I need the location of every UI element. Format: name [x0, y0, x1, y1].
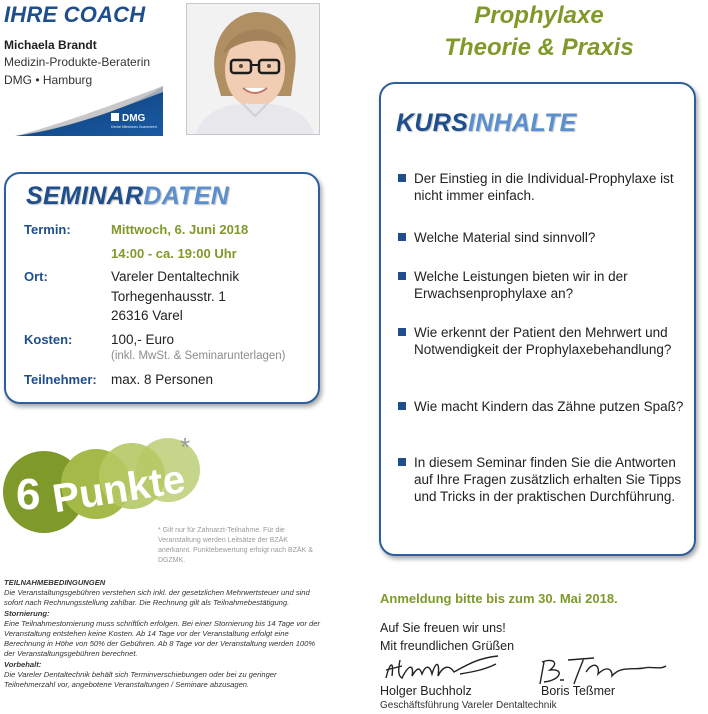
list-item: Welche Leistungen bieten wir in der Erwachsenprophylaxe an? [398, 268, 688, 302]
conditions-heading: TEILNAHMEBEDINGUNGEN [4, 578, 106, 587]
course-contents-heading: KURSINHALTE [396, 109, 577, 137]
ort-label: Ort: [24, 269, 48, 284]
management-caption: Geschäftsführung Vareler Dentaltechnik [380, 700, 557, 711]
course-title-line1: Prophylaxe [474, 2, 604, 29]
cme-points-badge [0, 438, 210, 534]
square-bullet-icon [398, 402, 406, 410]
coach-heading: IHRE COACH [4, 2, 146, 27]
ort-line3: 26316 Varel [111, 308, 183, 323]
signer-name-1: Holger Buchholz [380, 684, 472, 698]
course-title [380, 0, 698, 64]
list-item: Der Einstieg in die Individual-Prophylaxe ist nicht immer einfach. [398, 170, 688, 204]
coach-role: Medizin-Produkte-Beraterin [4, 55, 151, 69]
reservation-heading: Vorbehalt: [4, 659, 42, 669]
coach-name: Michaela Brandt [4, 38, 97, 52]
points-number: 6 [16, 470, 41, 519]
termin-label: Termin: [24, 222, 71, 237]
list-item: Welche Material sind sinnvoll? [398, 229, 688, 246]
square-bullet-icon [398, 458, 406, 466]
coach-organization: DMG • Hamburg [4, 73, 93, 87]
list-item: Wie erkennt der Patient den Mehrwert und Notwendigkeit der Prophylaxebehandlung? [398, 324, 688, 358]
course-title-line2: Theorie & Praxis [444, 34, 634, 61]
kosten-label: Kosten: [24, 332, 73, 347]
points-word: Punkte [49, 457, 189, 522]
list-item: Wie macht Kindern das Zähne putzen Spaß? [398, 398, 688, 415]
reservation-text: Die Vareler Dentaltechnik behält sich Terminverschiebungen oder bei zu geringer Teilnehmerzahl vor, angebotene Veranstaltungen / Seminare abzusagen. [4, 669, 277, 690]
teilnehmer-value: max. 8 Personen [111, 372, 214, 387]
termin-time: 14:00 - ca. 19:00 Uhr [111, 246, 237, 261]
greeting-line2: Mit freundlichen Grüßen [380, 639, 515, 653]
cancellation-text: Eine Teilnahmestornierung muss schriftlich erfolgen. Bei einer Stornierung bis 14 Tage vor der Veranstaltung entstehen keine Kosten. Ab 14 Tage vor der Veranstaltung erfolgt eine Berechnung in Höhe von 50% der Gebühren. Ab 8 Tage vor der Veranstaltung werden 100% der Veranstaltungsgebühren berechnet. [4, 618, 321, 659]
square-bullet-icon [398, 272, 406, 280]
signer-name-2: Boris Teßmer [541, 684, 616, 698]
dmg-logo-text: DMG [122, 113, 146, 124]
handwritten-signatures [380, 652, 680, 688]
kosten-value: 100,- Euro [111, 332, 175, 347]
coach-portrait [187, 4, 320, 135]
square-bullet-icon [398, 174, 406, 182]
list-item: In diesem Seminar finden Sie die Antworten auf Ihre Fragen zusätzlich erhalten Sie Tipps und Tricks in der praktischen Durchführung. [398, 454, 688, 505]
registration-deadline: Anmeldung bitte bis zum 30. Mai 2018. [380, 591, 618, 606]
conditions-payment-text: Die Veranstaltungsgebühren verstehen sich inkl. der gesetzlichen Mehrwertsteuer und sind sofort nach Rechnungsstellung zahlbar. Die Rechnung gilt als Teilnahmebestätigung. [4, 588, 310, 608]
points-circles-graphic [0, 438, 210, 534]
dmg-logo-card [15, 86, 163, 136]
seminar-heading: SEMINARDATEN [26, 182, 230, 210]
teilnehmer-label: Teilnehmer: [24, 372, 97, 387]
square-bullet-icon [398, 233, 406, 241]
participation-conditions [4, 578, 324, 690]
cancellation-heading: Stornierung: [4, 608, 50, 618]
dmg-logo-graphic [15, 86, 163, 136]
kosten-note: (inkl. MwSt. & Seminarunterlagen) [111, 350, 286, 362]
points-asterisk: * [180, 438, 191, 462]
ort-line1: Vareler Dentaltechnik [111, 269, 240, 284]
points-footnote: * Gilt nur für Zahnarzt-Teilnahme. Für die Veranstaltung werden Leitsätze der BZÄK anerkannt. Punktebewertung erfolgt nach BZÄK & DGZMK. [158, 527, 313, 564]
coach-photo [186, 3, 320, 135]
ort-line2: Torhegenhausstr. 1 [111, 289, 226, 304]
termin-date: Mittwoch, 6. Juni 2018 [111, 222, 249, 237]
square-bullet-icon [398, 328, 406, 336]
signatures [380, 652, 680, 688]
greeting-line1: Auf Sie freuen wir uns! [380, 621, 506, 635]
dmg-logo-subtitle: Dental Milestones Guaranteed [111, 125, 157, 129]
